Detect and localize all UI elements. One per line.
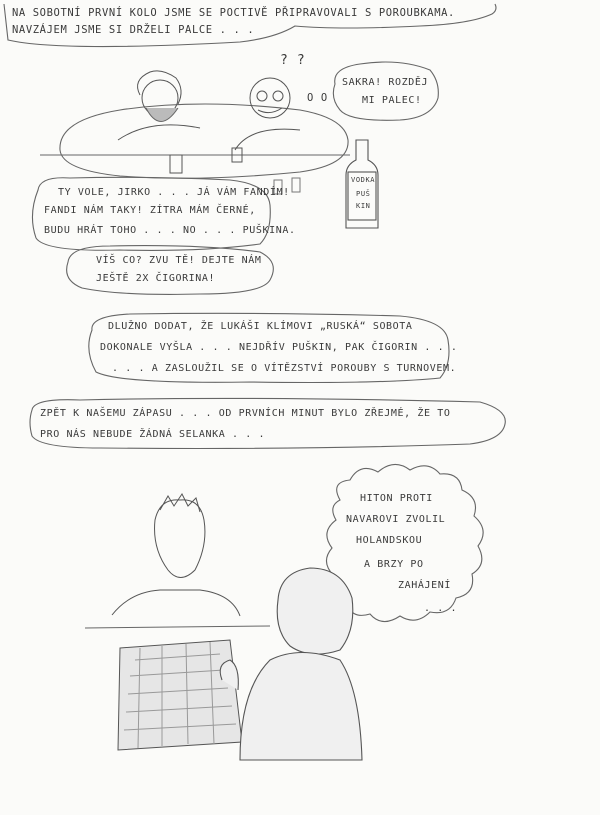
thought-line-2: NAVAROVI ZVOLIL	[346, 514, 446, 525]
caption-2-line-1: DLUŽNO DODAT, ŽE LUKÁŠI KLÍMOVI „RUSKÁ“ SOBOTA	[108, 321, 413, 332]
speech-right-line-2: MI PALEC!	[362, 95, 422, 106]
speech-bottom-line-1: VÍŠ CO? ZVU TĚ! DEJTE NÁM	[96, 255, 262, 266]
caption-1-line-2: NAVZÁJEM JSME SI DRŽELI PALCE . . .	[12, 24, 255, 36]
hot-tub-outline	[60, 104, 348, 178]
caption-2-line-2: DOKONALE VYŠLA . . . NEJDŘÍV PUŠKIN, PAK ČIGORIN . . .	[100, 342, 458, 353]
caption-3-line-1: ZPĚT K NAŠEMU ZÁPASU . . . OD PRVNÍCH MINUT BYLO ZŘEJMÉ, ŽE TO	[40, 408, 451, 419]
thought-line-6: . . .	[424, 603, 458, 614]
bottle-label-1: VODKA	[351, 176, 376, 184]
opponent-man	[112, 494, 240, 616]
bottle-label-3: KIN	[356, 202, 371, 210]
thought-line-5: ZAHÁJENÍ	[398, 580, 451, 591]
bearded-man	[118, 71, 200, 173]
glasses-man	[232, 78, 300, 162]
caption-2-line-3: . . . A ZASLOUŽIL SE O VÍTĚZSTVÍ POROUBY S TURNOVEM.	[112, 363, 457, 374]
speech-left-line-1: TY VOLE, JIRKO . . . JÁ VÁM FANDÍM!	[58, 187, 290, 198]
chess-board	[118, 640, 242, 750]
thought-line-1: HITON PROTI	[360, 493, 433, 504]
caption-3-line-2: PRO NÁS NEBUDE ŽÁDNÁ SELANKA . . .	[40, 429, 266, 440]
thought-line-3: HOLANDSKOU	[356, 535, 423, 546]
speech-bottom-line-2: JEŠTĚ 2X ČIGORINA!	[96, 273, 216, 284]
caption-1-line-1: NA SOBOTNÍ PRVNÍ KOLO JSME SE POCTIVĚ PŘIPRAVOVALI S POROUBKAMA.	[12, 7, 455, 19]
thought-line-4: A BRZY PO	[364, 559, 424, 570]
speech-dots: O O	[307, 92, 328, 104]
question-marks: ? ?	[280, 53, 306, 68]
back-view-man	[220, 568, 362, 760]
speech-left-line-3: BUDU HRÁT TOHO . . . NO . . . PUŠKINA.	[44, 225, 296, 236]
speech-right-line-1: SAKRA! ROZDĚJ	[342, 77, 429, 88]
speech-left-line-2: FANDI NÁM TAKY! ZÍTRA MÁM ČERNÉ,	[44, 205, 256, 216]
bottle-label-2: PUŠ	[356, 190, 371, 198]
